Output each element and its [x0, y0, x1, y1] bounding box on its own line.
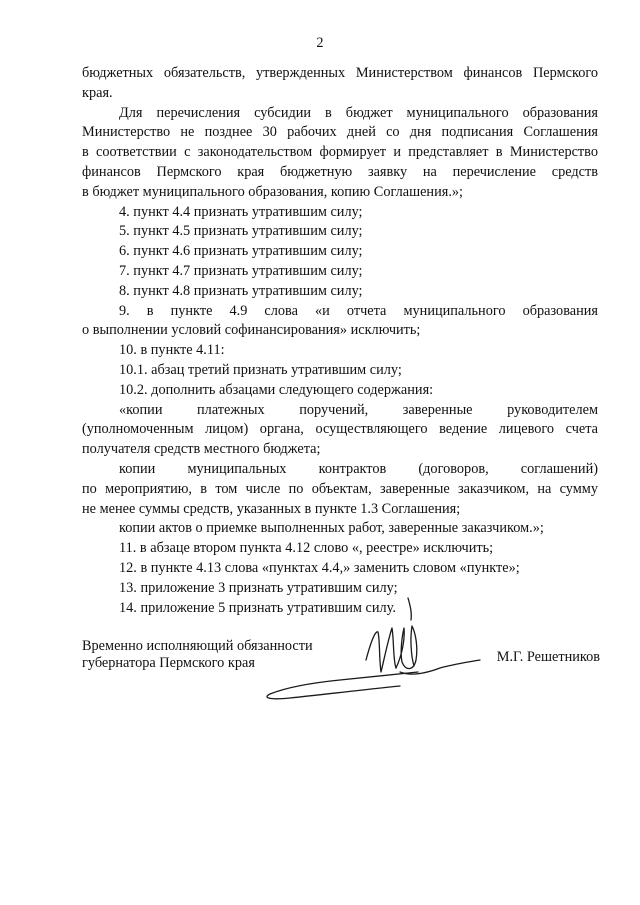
- text-line: Для перечисления субсидии в бюджет муниципального образования: [119, 104, 598, 121]
- text-line: в бюджет муниципального образования, копию Соглашения.»;: [82, 183, 464, 200]
- list-item-5: 5. пункт 4.5 признать утратившим силу;: [119, 223, 363, 240]
- text-line: копии муниципальных контрактов (договоров, соглашений): [119, 460, 598, 477]
- text-line: по мероприятию, в том числе по объектам, заверенные заказчиком, на сумму: [82, 480, 598, 497]
- text-line: бюджетных обязательств, утвержденных Министерством финансов Пермского: [82, 65, 598, 81]
- text-line: «копии платежных поручений, заверенные руководителем: [119, 401, 598, 418]
- list-item-10-2: 10.2. дополнить абзацами следующего содержания:: [119, 381, 434, 398]
- list-item-12: 12. в пункте 4.13 слова «пунктах 4.4,» заменить словом «пункте»;: [119, 559, 520, 576]
- quote-paragraph-acts: копии актов о приемке выполненных работ, заверенные заказчиком.»;: [119, 520, 544, 537]
- text-line: (уполномоченным лицом) органа, осуществляющего ведение лицевого счета: [82, 421, 598, 438]
- text-line: финансов Пермского края бюджетную заявку на перечисление средств: [82, 163, 598, 180]
- list-item-13: 13. приложение 3 признать утратившим силу;: [119, 579, 398, 596]
- text-line: края.: [82, 84, 113, 101]
- text-line: о выполнении условий софинансирования» исключить;: [82, 322, 421, 339]
- list-item-10-1: 10.1. абзац третий признать утратившим силу;: [119, 361, 402, 378]
- list-item-4: 4. пункт 4.4 признать утратившим силу;: [119, 203, 363, 220]
- list-item-11: 11. в абзаце втором пункта 4.12 слово «, реестре» исключить;: [119, 540, 494, 557]
- text-line: Министерство не позднее 30 рабочих дней со дня подписания Соглашения: [82, 124, 598, 141]
- text-line: 9. в пункте 4.9 слова «и отчета муниципального образования: [119, 302, 598, 319]
- text-line: в соответствии с законодательством формирует и представляет в Министерство: [82, 144, 598, 161]
- list-item-8: 8. пункт 4.8 признать утратившим силу;: [119, 282, 363, 299]
- signatory-title-line: губернатора Пермского края: [82, 655, 255, 671]
- list-item-7: 7. пункт 4.7 признать утратившим силу;: [119, 262, 363, 279]
- text-line: не менее суммы средств, указанных в пункте 1.3 Соглашения;: [82, 500, 461, 517]
- list-item-6: 6. пункт 4.6 признать утратившим силу;: [119, 243, 363, 260]
- list-item-10: 10. в пункте 4.11:: [119, 342, 225, 359]
- signatory-title-line: Временно исполняющий обязанности: [82, 638, 313, 654]
- signatory-name: М.Г. Решетников: [496, 649, 600, 665]
- text-line: получателя средств местного бюджета;: [82, 441, 321, 458]
- list-item-14: 14. приложение 5 признать утратившим силу.: [119, 599, 396, 616]
- page-number: 2: [316, 35, 324, 51]
